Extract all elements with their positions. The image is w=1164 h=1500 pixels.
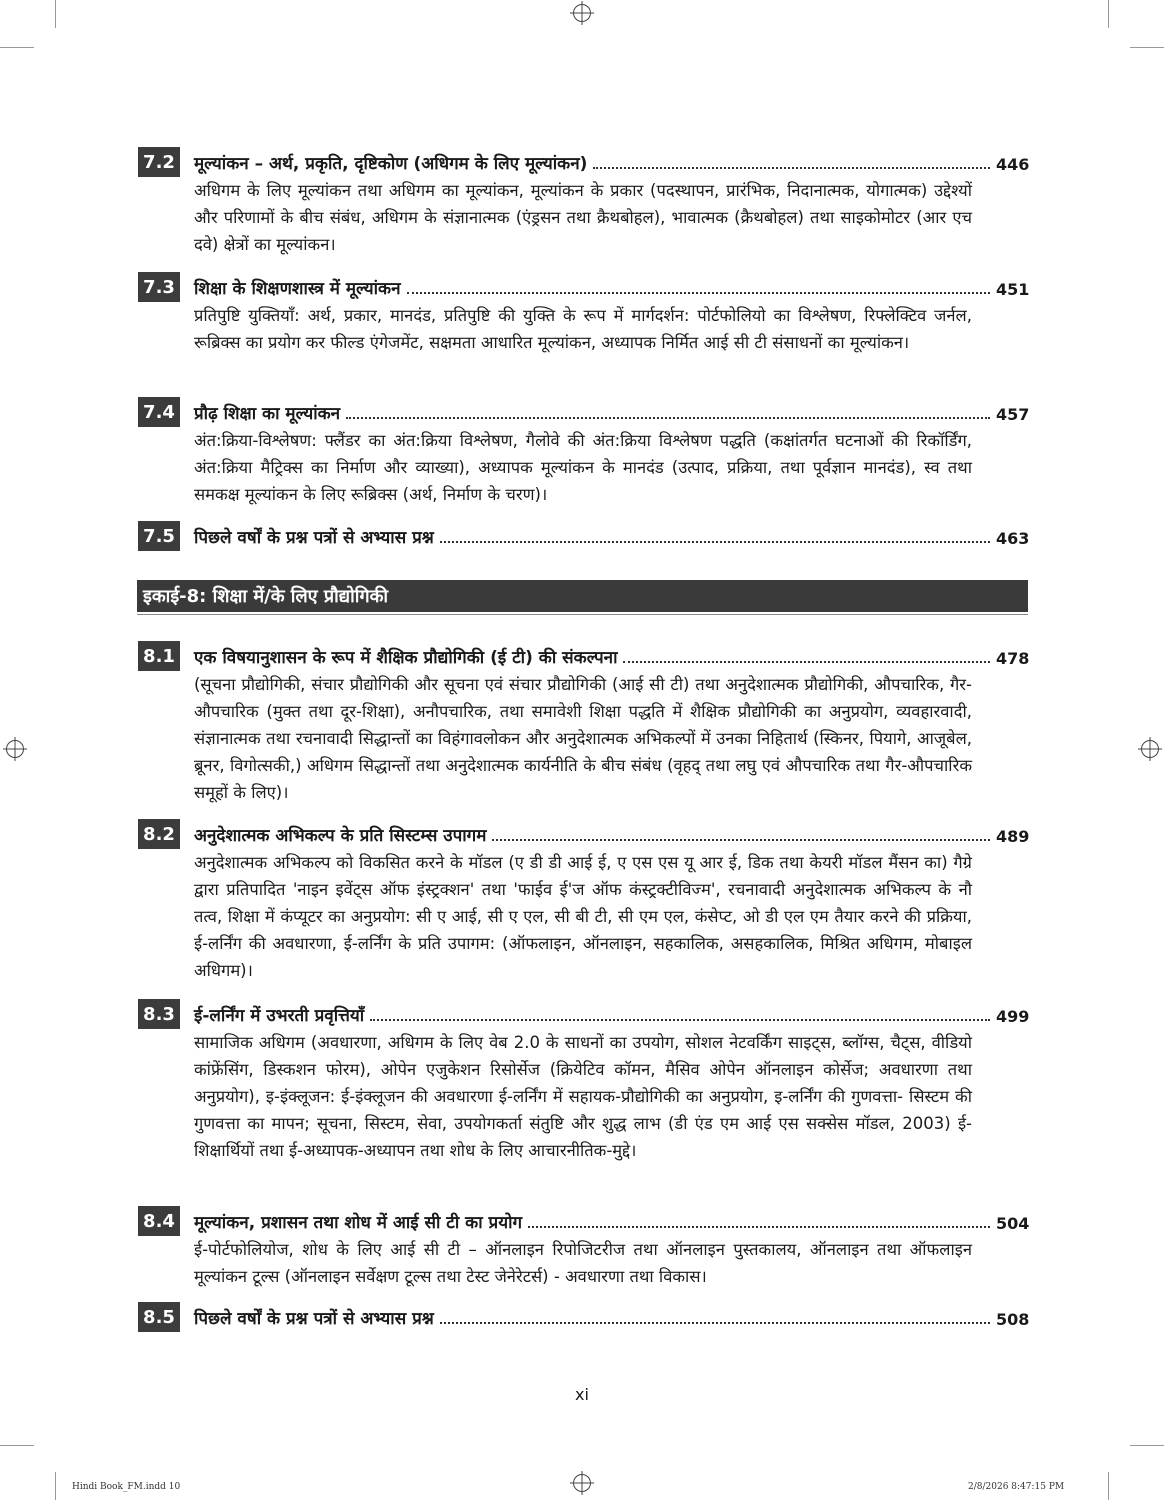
toc-entry-7-3	[138, 272, 1028, 387]
section-description: ई-पोर्टफोलियोज, शोध के लिए आई सी टी – ऑनलाइन रिपोजिटरीज तथा ऑनलाइन पुस्तकालय, ऑनलाइन तथा ऑफलाइन मूल्यांकन टूल्स (ऑनलाइन सर्वेक्षण टूल्स तथा टेस्ट जेनेरेटर्स) - अवधारणा तथा विकास।	[194, 1240, 972, 1286]
leader-dots	[440, 1322, 990, 1324]
toc-entry-8-4	[138, 1206, 1028, 1296]
leader-dots	[492, 839, 990, 841]
section-title[interactable]: ई-लर्निंग में उभरती प्रवृत्तियाँ	[194, 1006, 365, 1026]
section-title[interactable]: पिछले वर्षों के प्रश्न पत्रों से अभ्यास प्रश्न	[194, 528, 434, 548]
leader-dots	[623, 661, 990, 663]
entry-heading-row	[194, 1206, 1028, 1236]
entry-heading-row	[194, 1302, 1028, 1332]
entry-heading-row	[194, 819, 1028, 849]
toc-entry-7-5	[138, 521, 1028, 553]
crop-mark	[1108, 1472, 1109, 1500]
registration-mark-icon	[1141, 740, 1159, 758]
section-number: 7.3	[138, 272, 180, 302]
crop-mark	[1108, 0, 1109, 28]
crop-mark	[55, 0, 56, 28]
leader-dots	[528, 1226, 990, 1228]
crop-mark	[1130, 47, 1164, 48]
page-number[interactable]: 451	[996, 280, 1030, 299]
section-title[interactable]: एक विषयानुशासन के रूप में शैक्षिक प्रौद्योगिकी (ई टी) की संकल्पना	[194, 648, 618, 668]
entry-heading-row	[194, 147, 1028, 177]
unit-heading: इकाई-8: शिक्षा में/के लिए प्रौद्योगिकी	[137, 580, 1028, 612]
section-title[interactable]: मूल्यांकन – अर्थ, प्रकृति, दृष्टिकोण (अधिगम के लिए मूल्यांकन)	[194, 154, 588, 174]
entry-heading-row	[194, 397, 1028, 427]
section-number: 7.2	[138, 147, 180, 177]
page-number[interactable]: 457	[996, 405, 1030, 424]
entry-heading-row	[194, 999, 1028, 1029]
leader-dots	[407, 292, 990, 294]
page-number[interactable]: 504	[996, 1214, 1030, 1233]
unit-divider	[137, 614, 1028, 615]
slug-timestamp: 2/8/2026 8:47:15 PM	[968, 1482, 1065, 1492]
toc-entry-8-5	[138, 1302, 1028, 1334]
section-description: अधिगम के लिए मूल्यांकन तथा अधिगम का मूल्यांकन, मूल्यांकन के प्रकार (पदस्थापन, प्रारंभिक, निदानात्मक, योगात्मक) उद्देश्यों और परिणामों के बीच संबंध, अधिगम के संज्ञानात्मक (एंड्रसन तथा क्रैथबोहल), भावात्मक (क्रैथबोहल) तथा साइकोमोटर (आर एच दवे) क्षेत्रों का मूल्यांकन।	[194, 181, 972, 254]
section-number: 8.2	[138, 819, 180, 849]
section-description: सामाजिक अधिगम (अवधारणा, अधिगम के लिए वेब 2.0 के साधनों का उपयोग, सोशल नेटवर्किंग साइट्स, ब्लॉग्स, चैट्स, वीडियो कांफ्रेंसिंग, डिस्कशन फोरम), ओपेन एजुकेशन रिसोर्सेज (क्रियेटिव कॉमन, मैसिव ओपेन ऑनलाइन कोर्सेज; अवधारणा तथा अनुप्रयोग), इ-इंक्लूजन: ई-इंक्लूजन की अवधारणा ई-लर्निंग में सहायक-प्रौद्योगिकी का अनुप्रयोग, इ-लर्निंग की गुणवत्ता- सिस्टम की गुणवत्ता का मापन; सूचना, सिस्टम, सेवा, उपयोगकर्ता संतुष्टि और शुद्ध लाभ (डी एंड एम आई एस सक्सेस मॉडल, 2003) ई-शिक्षार्थियों तथा ई-अध्यापक-अध्यापन तथा शोध के लिए आचारनीतिक-मुद्दे।	[194, 1033, 973, 1160]
toc-entry-8-1	[138, 641, 1028, 811]
entry-heading-row	[194, 272, 1028, 302]
section-description: अंत:क्रिया-विश्लेषण: फ्लैंडर का अंत:क्रिया विश्लेषण, गैलोवे की अंत:क्रिया विश्लेषण पद्धति (कक्षांतर्गत घटनाओं की रिकॉर्डिंग, अंत:क्रिया मैट्रिक्स का निर्माण और व्याख्या), अध्यापक मूल्यांकन के मानदंड (उत्पाद, प्रक्रिया, तथा पूर्वज्ञान मानदंड), स्व तथा समकक्ष मूल्यांकन के लिए रूब्रिक्स (अर्थ, निर्माण के चरण)।	[194, 431, 972, 504]
crop-mark	[0, 1445, 34, 1446]
page-folio: xi	[575, 1385, 589, 1404]
section-title[interactable]: प्रौढ़ शिक्षा का मूल्यांकन	[194, 404, 341, 424]
entry-heading-row	[194, 521, 1028, 551]
registration-mark-icon	[573, 4, 591, 22]
leader-dots	[440, 541, 990, 543]
page-number[interactable]: 489	[996, 827, 1030, 846]
crop-mark	[1130, 1445, 1164, 1446]
section-number: 8.5	[138, 1302, 180, 1332]
section-number: 7.5	[138, 521, 180, 551]
page-number[interactable]: 478	[996, 649, 1030, 668]
leader-dots	[346, 417, 990, 419]
slug-filename: Hindi Book_FM.indd 10	[72, 1482, 181, 1492]
section-number: 7.4	[138, 397, 180, 427]
section-description: (सूचना प्रौद्योगिकी, संचार प्रौद्योगिकी और सूचना एवं संचार प्रौद्योगिकी (आई सी टी) तथा अनुदेशात्मक प्रौद्योगिकी, औपचारिक, गैर-औपचारिक (मुक्त तथा दूर-शिक्षा), अनौपचारिक, तथा समावेशी शिक्षा पद्धति में शैक्षिक प्रौद्योगिकी का अनुप्रयोग, व्यवहारवादी, संज्ञानात्मक तथा रचनावादी सिद्धान्तों का विहंगावलोकन और अनुदेशात्मक अभिकल्पों में उनका निहितार्थ (स्किनर, पियागे, आजूबेल, ब्रूनर, विगोत्सकी,) अधिगम सिद्धान्तों तथा अनुदेशात्मक कार्यनीति के बीच संबंध (वृहद् तथा लघु एवं औपचारिक तथा गैर-औपचारिक समूहों के लिए)।	[194, 675, 972, 802]
leader-dots	[593, 167, 990, 169]
crop-mark	[55, 1472, 56, 1500]
section-number: 8.4	[138, 1206, 180, 1236]
toc-entry-7-2	[138, 147, 1028, 262]
section-title[interactable]: पिछले वर्षों के प्रश्न पत्रों से अभ्यास प्रश्न	[194, 1309, 434, 1329]
section-description: अनुदेशात्मक अभिकल्प को विकसित करने के मॉडल (ए डी डी आई ई, ए एस एस यू आर ई, डिक तथा केयरी मॉडल मैंसन का) गैग्रे द्वारा प्रतिपादित 'नाइन इवेंट्स ऑफ इंस्ट्रक्शन' तथा 'फाईव ई'ज ऑफ कंस्ट्रक्टीविज्म', रचनावादी अनुदेशात्मक अभिकल्प के नौ तत्व, शिक्षा में कंप्यूटर का अनुप्रयोग: सी ए आई, सी ए एल, सी बी टी, सी एम एल, कंसेप्ट, ओ डी एल एम तैयार करने की प्रक्रिया, ई-लर्निंग की अवधारणा, ई-लर्निंग के प्रति उपागम: (ऑफलाइन, ऑनलाइन, सहकालिक, असहकालिक, मिश्रित अधिगम, मोबाइल अधिगम)।	[194, 853, 972, 980]
page-number[interactable]: 499	[996, 1007, 1030, 1026]
entry-heading-row	[194, 641, 1028, 671]
page-number[interactable]: 463	[996, 529, 1030, 548]
section-title[interactable]: अनुदेशात्मक अभिकल्प के प्रति सिस्टम्स उपागम	[194, 826, 487, 846]
page-number[interactable]: 446	[996, 155, 1030, 174]
section-number: 8.1	[138, 641, 180, 671]
registration-mark-icon	[6, 740, 24, 758]
page-number[interactable]: 508	[996, 1310, 1030, 1329]
section-title[interactable]: शिक्षा के शिक्षणशास्त्र में मूल्यांकन	[194, 279, 401, 299]
section-number: 8.3	[138, 999, 180, 1029]
toc-entry-8-2	[138, 819, 1028, 989]
crop-mark	[0, 47, 34, 48]
section-description: प्रतिपुष्टि युक्तियाँ: अर्थ, प्रकार, मानदंड, प्रतिपुष्टि की युक्ति के रूप में मार्गदर्शन: पोर्टफोलियो का विश्लेषण, रिफ्लेक्टिव जर्नल, रूब्रिक्स का प्रयोग कर फील्ड एंगेजमेंट, सक्षमता आधारित मूल्यांकन, अध्यापक निर्मित आई सी टी संसाधनों का मूल्यांकन।	[194, 306, 972, 352]
registration-mark-icon	[573, 1474, 591, 1492]
section-title[interactable]: मूल्यांकन, प्रशासन तथा शोध में आई सी टी का प्रयोग	[194, 1213, 523, 1233]
toc-entry-7-4	[138, 397, 1028, 512]
toc-entry-8-3	[138, 999, 1028, 1199]
leader-dots	[370, 1019, 990, 1021]
